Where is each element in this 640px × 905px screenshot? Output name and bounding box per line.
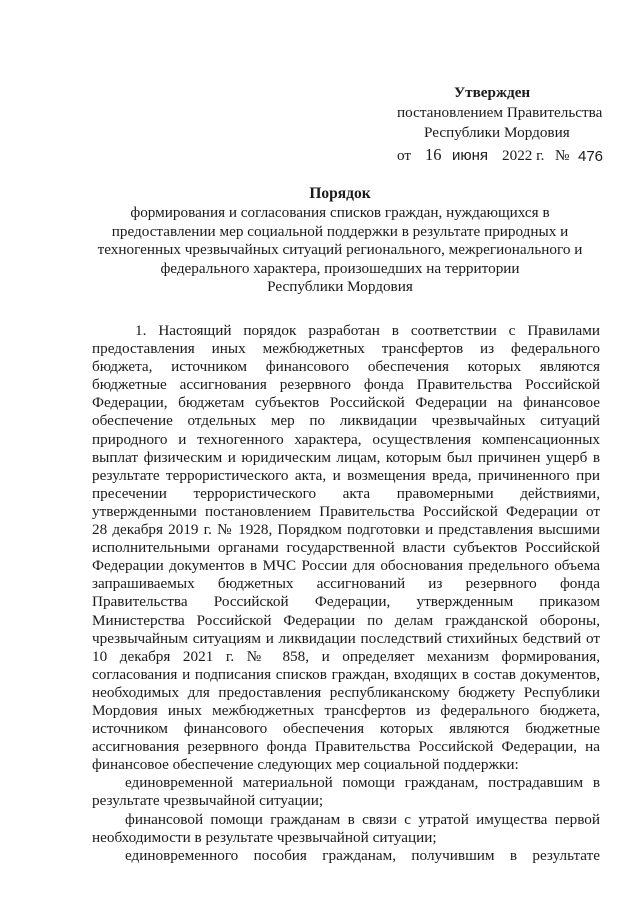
body-line: Правительства Российской Федерации, утвержденным приказом — [92, 593, 600, 611]
body-line: природного и техногенного характера, осуществления компенсационных — [92, 430, 600, 448]
heading-line: Республики Мордовия — [267, 278, 413, 295]
body-line: предоставления иных межбюджетных трансфертов из федерального — [92, 340, 600, 358]
body-line: чрезвычайным ситуациям и ликвидации последствий стихийных бедствий от — [92, 629, 600, 647]
body-line: пресечении террористического акта правомерными действиями, — [92, 484, 600, 502]
body-line: 1. Настоящий порядок разработан в соответствии с Правилами — [135, 322, 600, 339]
body-line: финансовое обеспечение следующих мер социальной поддержки: — [92, 756, 519, 774]
approval-line-1: постановлением Правительства — [397, 104, 603, 121]
body-line: 10 декабря 2021 г. № 858, и определяет механизм формирования, — [92, 647, 600, 665]
body-line: 28 декабря 2019 г. № 1928, Порядком подготовки и представления высшими — [92, 521, 600, 539]
body-line: необходимых для предоставления республиканскому бюджету Республики — [92, 683, 600, 701]
body-line: согласования и подписания списков граждан, входящих в состав документов, — [92, 665, 600, 683]
body-line: финансовой помощи гражданам в связи с утратой имущества первой — [125, 810, 600, 828]
body-line: результате террористического акта, и возмещения вреда, причиненного при — [92, 466, 600, 484]
document-title: Порядок — [309, 185, 371, 202]
body-line: Министерства Российской Федерации по делам гражданской обороны, — [92, 611, 600, 629]
body-line: результате чрезвычайной ситуации; — [92, 792, 324, 810]
body-line: необходимости в результате чрезвычайной ситуации; — [92, 828, 437, 846]
body-line: Мордовия иных межбюджетных трансфертов из федерального бюджета, — [92, 701, 600, 719]
date-month: июня — [452, 147, 489, 164]
body-line: обеспечение отдельных мер по ликвидации чрезвычайных ситуаций — [92, 412, 600, 430]
document-heading — [80, 184, 600, 297]
body-line: Федерации, бюджетам субъектов Российской Федерации на финансовое — [92, 394, 600, 412]
approval-line-2: Республики Мордовия — [424, 124, 570, 141]
approval-date — [380, 146, 610, 168]
approval-block — [380, 83, 610, 168]
number-sign: № — [555, 147, 570, 164]
heading-line: предоставлении мер социальной поддержки в результате природных и — [111, 222, 569, 240]
date-year: 2022 г. — [502, 147, 545, 164]
body-line: бюджета, источником финансового обеспечения которых являются — [92, 358, 600, 376]
body-line: источником финансового обеспечения которых являются бюджетные — [92, 720, 600, 738]
date-day: 16 — [425, 145, 442, 164]
body-line: Федерации документов в МЧС России для обоснования предельного объема — [92, 557, 600, 575]
heading-line: техногенных чрезвычайных ситуаций регионального, межрегионального и — [97, 241, 583, 258]
document-body — [92, 322, 600, 865]
body-line: утвержденными постановлением Правительства Российской Федерации от — [92, 502, 600, 520]
body-line: выплат физическим и юридическим лицам, которым был причинен ущерб в — [92, 448, 600, 466]
body-line: исполнительными органами государственной власти субъектов Российской — [92, 539, 600, 557]
body-line: ассигнования резервного фонда Правительства Российской Федерации, на — [92, 738, 600, 756]
body-line: бюджетные ассигнования резервного фонда Правительства Российской — [92, 376, 600, 394]
date-prefix: от — [397, 147, 412, 164]
body-line: запрашиваемых бюджетных ассигнований из резервного фонда — [92, 575, 600, 593]
heading-line: формирования и согласования списков граждан, нуждающихся в — [130, 204, 550, 221]
body-line: единовременной материальной помощи гражданам, пострадавшим в — [125, 774, 600, 792]
approval-title: Утвержден — [454, 84, 531, 101]
order-number: 476 — [578, 148, 604, 165]
body-line: единовременного пособия гражданам, получившим в результате — [125, 846, 600, 864]
heading-line: федерального характера, произошедших на территории — [160, 259, 520, 277]
